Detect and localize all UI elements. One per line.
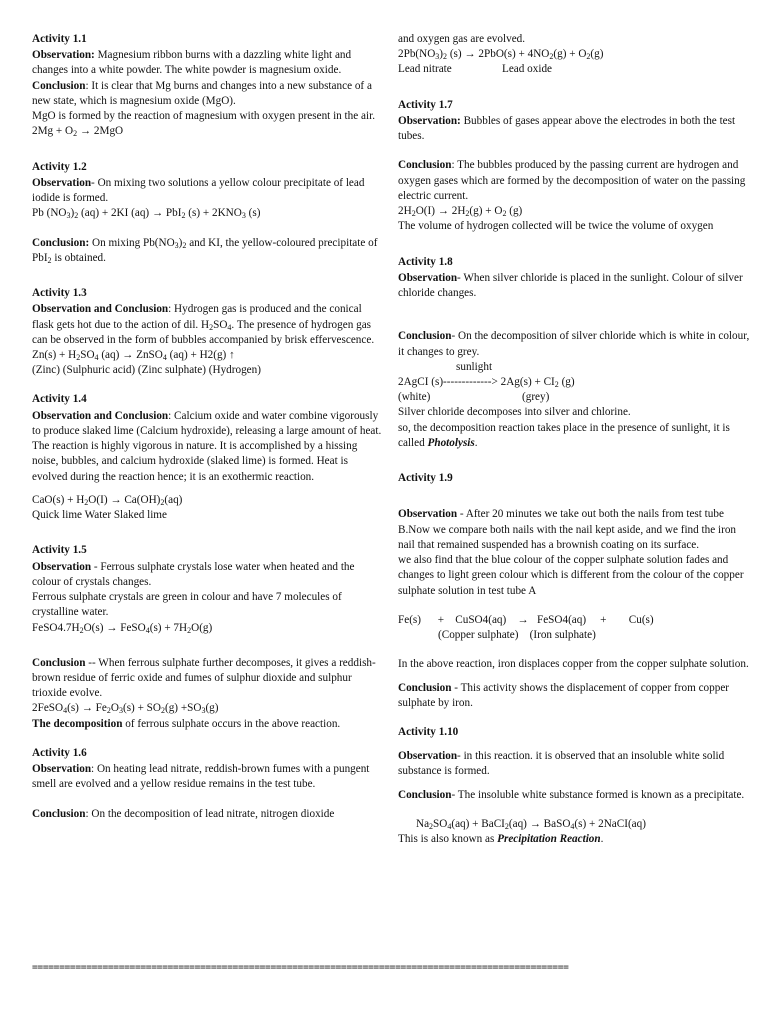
activity-1-8-title: Activity 1.8 — [398, 255, 453, 268]
activity-1-8-observation: Observation- When silver chloride is placed in the sunlight. Colour of silver chloride changes. — [398, 271, 743, 300]
activity-1-4-title: Activity 1.4 — [32, 393, 87, 406]
left-column — [32, 32, 384, 822]
activity-1-8-names: (white) (grey) — [398, 391, 550, 404]
activity-1-9-observation-2: we also find that the blue colour of the copper sulphate solution fades and changes to light green colour which is different from the colour of the copper sulphate solution in test tube A — [398, 554, 744, 597]
activity-1-10-title: Activity 1.10 — [398, 725, 459, 738]
activity-1-3-names: (Zinc) (Sulphuric acid) (Zinc sulphate) (Hydrogen) — [32, 364, 261, 377]
activity-1-3-text: Observation and Conclusion: Hydrogen gas is produced and the conical flask gets hot due to the action of dil. $H_2SO_4$. The presence of hydrogen gas can be observed in the form of bubbles accompanied by brisk effervescence. — [32, 303, 375, 346]
activity-1-9-title: Activity 1.9 — [398, 472, 453, 485]
activity-1-7-conclusion: Conclusion: The bubbles produced by the passing current are hydrogen and oxygen gases which are formed by the decomposition of water on the passing electric current. — [398, 159, 746, 202]
activity-1-3-equation: $Zn(s) + H_2SO_4$ (aq) → ZnSO$_4$ (aq) + H2(g) ↑ — [32, 348, 235, 362]
activity-1-6-continued: and oxygen gas are evolved. — [398, 33, 526, 45]
activity-1-2-equation: Pb $(NO_3)_2$ (aq) + 2KI (aq) → PbI$_2$ $(s) + 2KNO_3$ (s) — [32, 207, 261, 221]
page-divider: =================================================================================================== — [32, 962, 569, 973]
activity-1-1-conclusion: Conclusion: It is clear that Mg burns and changes into a new substance of a new state, which is magnesium oxide (MgO). — [32, 79, 372, 107]
activity-1-10-observation: Observation- in this reaction. it is observed that an insoluble white solid substance is formed. — [398, 750, 725, 778]
activity-1-7-title: Activity 1.7 — [398, 98, 453, 111]
activity-1-6-observation: Observation: On heating lead nitrate, reddish-brown fumes with a pungent smell are evolved and a yellow residue remains in the test tube. — [32, 763, 370, 791]
activity-1-1-title: Activity 1.1 — [32, 33, 87, 45]
activity-1-9-names: (Copper sulphate) (Iron sulphate) — [438, 629, 596, 642]
activity-1-8-conclusion: Conclusion- On the decomposition of silver chloride which is white in colour, it changes to grey. — [398, 330, 750, 358]
activity-1-5-equation-2: 2FeSO$_4$(s) → $Fe_2O_3(s) + SO_2(g) +SO_3(g)$ — [32, 702, 219, 716]
activity-1-9-text: In the above reaction, iron displaces copper from the copper sulphate solution. — [398, 658, 749, 671]
activity-1-5-observation-2: Ferrous sulphate crystals are green in colour and have 7 molecules of crystalline water. — [32, 591, 342, 619]
activity-1-2-observation: Observation- On mixing two solutions a yellow colour precipitate of lead iodide is formed. — [32, 176, 365, 205]
activity-1-7-observation: Observation: Bubbles of gases appear above the electrodes in both the test tubes. — [398, 114, 736, 143]
activity-1-5-conclusion: Conclusion -- When ferrous sulphate further decomposes, it gives a reddish-brown residue of ferric oxide and fumes of sulphur dioxide and sulphur trioxide evolve. — [32, 656, 376, 700]
activity-1-6-title: Activity 1.6 — [32, 746, 87, 759]
activity-1-8-text: Silver chloride decomposes into silver and chlorine. — [398, 406, 631, 419]
activity-1-9-observation: Observation - After 20 minutes we take out both the nails from test tube B.Now we compare both nails with the nail kept aside, and we find the iron nail that remained suspended has a brownish coating on its surface. — [398, 508, 737, 551]
activity-1-10-final: This is also known as Precipitation Reaction. — [398, 833, 604, 846]
right-column — [398, 32, 750, 847]
activity-1-9-equation: Fe(s) + CuSO4(aq) → FeSO4(aq) + Cu(s) — [398, 613, 654, 626]
activity-1-6-conclusion: Conclusion: On the decomposition of lead nitrate, nitrogen dioxide — [32, 807, 335, 820]
observation-label: Observation: — [32, 49, 95, 62]
activity-1-5-title: Activity 1.5 — [32, 544, 87, 557]
activity-1-1-conclusion-2: MgO is formed by the reaction of magnesium with oxygen present in the air. — [32, 110, 376, 123]
activity-1-4-equation: $CaO(s) + H_2O(I) \to Ca(OH)_2(aq)$ — [32, 493, 183, 507]
activity-1-5-equation: $FeSO4.7H_2O(s)$ → FeSO$_4$(s) + $7H_2O(g)$ — [32, 621, 213, 635]
activity-1-4-text-2: The reaction is highly vigorous in nature. It is accomplished by a hissing noise, bubbles, and calcium hydroxide (slaked lime) is formed. Heat is evolved during the reaction hence; it is an exothermic reaction. — [32, 440, 358, 483]
activity-1-2-title: Activity 1.2 — [32, 160, 87, 173]
activity-1-6-names: Lead nitrate Lead oxide — [398, 63, 553, 76]
activity-1-1-observation: Observation: Magnesium ribbon burns with a dazzling white light and changes into a white powder. The white powder is magnesium oxide. — [32, 49, 352, 77]
activity-1-10-conclusion: Conclusion- The insoluble white substance formed is known as a precipitate. — [398, 788, 745, 801]
conclusion-label: Conclusion — [32, 79, 86, 92]
activity-1-7-note: The volume of hydrogen collected will be twice the volume of oxygen — [398, 220, 714, 233]
activity-1-9-conclusion: Conclusion - This activity shows the displacement of copper from copper sulphate by iron. — [398, 681, 730, 709]
activity-1-10-equation: $Na_2SO_4(aq)$ + BaCI$_2$(aq) → BaSO$_4$(s) + 2NaCI(aq) — [416, 817, 646, 831]
activity-1-2-conclusion: Conclusion: On mixing $Pb(NO_3)_2$ and KI, the yellow-coloured precipitate of PbI$_2$ is obtained. — [32, 236, 378, 265]
activity-1-8-equation: 2AgCI $(s)-------------> 2Ag(s) + CI_2$ (g) — [398, 375, 575, 389]
activity-1-4-text: Observation and Conclusion: Calcium oxide and water combine vigorously to produce slaked lime (Calcium hydroxide), releasing a large amount of heat. — [32, 409, 382, 437]
activity-1-6-equation: $2Pb(NO_3)_2$ $(s) \to 2PbO(s) + 4NO_2(g) + O_2(g)$ — [398, 48, 604, 62]
activity-1-3-title: Activity 1.3 — [32, 287, 87, 300]
activity-1-5-observation: Observation - Ferrous sulphate crystals lose water when heated and the colour of crystals changes. — [32, 560, 355, 588]
activity-1-8-sunlight-label: sunlight — [456, 360, 493, 373]
activity-1-4-names: Quick lime Water Slaked lime — [32, 509, 167, 522]
activity-1-1-equation: $2Mg + O_2 \to 2MgO$ — [32, 125, 124, 139]
activity-1-8-photolysis: so, the decomposition reaction takes place in the presence of sunlight, it is called Photolysis. — [398, 421, 730, 449]
activity-1-7-equation: $2H_2O(I) \to 2H_2(g) + O_2$ (g) — [398, 205, 523, 219]
activity-1-5-final: The decomposition of ferrous sulphate occurs in the above reaction. — [32, 717, 341, 730]
